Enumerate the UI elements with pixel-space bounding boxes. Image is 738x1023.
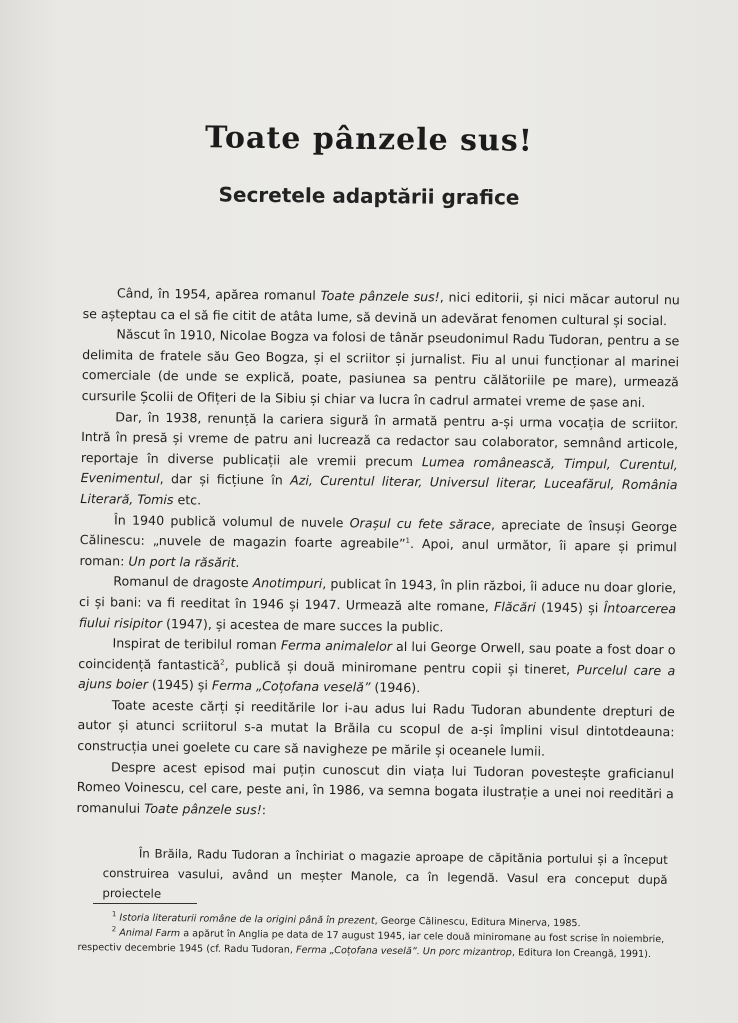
paragraph-2: Născut în 1910, Nicolae Bogza va folosi de tânăr pseudonimul Radu Tudoran, pentru a se delimita de fratele său Geo Bogza, și el scriitor și jurnalist. Fiu al unui funcționar al marinei comerciale (de unde se explică, poate, pasiunea sa pentru călătoriile pe mare), urmează cursurile Școlii de Ofițeri de la Sibiu și chiar va lucra în cadrul armatei vreme de șase ani.: [81, 326, 680, 410]
body-text: [76, 283, 679, 826]
page-subtitle: Secretele adaptării grafice: [218, 182, 520, 210]
paragraph-6: Inspirat de teribilul roman Ferma animalelor al lui George Orwell, sau poate a fost doar o coincidență fantastică$^2$, publică și două miniromane pentru copii și tineret, Purcelul care a ajuns boier (1945) și Ferma „Coțofana veselă” (1946).: [78, 635, 676, 696]
footnote-1: $^1$ Istoria literaturii române de la origini până în prezent, George Călinescu, Editura Minerva, 1985.: [111, 910, 581, 930]
paragraph-7: Toate aceste cărți și reeditările lor i-au adus lui Radu Tudoran abundente drepturi de autor și atunci scriitorul s-a mutat la Brăila cu scopul de a-și împlini visul dintotdeauna: construcția unei goelete cu care să navigheze pe mările și oceanele lumii.: [77, 697, 675, 759]
block-quote: [102, 843, 668, 910]
page-title: Toate pânzele sus!: [204, 120, 534, 159]
footnote-2: $^2$ Animal Farm a apărut în Anglia pe data de 17 august 1945, iar cele două miniromane au fost scrise în noiembrie, respectiv decembrie 1945 (cf. Radu Tudoran, Ferma „Coțofana veselă”. Un porc mizantrop, Editura Ion Creangă, 1991).: [77, 925, 665, 961]
footnote-ref-2[interactable]: 2: [220, 658, 225, 667]
paragraph-3: Dar, în 1938, renunță la cariera sigură în armată pentru a-și urma vocația de scriitor. Intră în presă și vreme de patru ani lucrează ca redactor sau colaborator, semnând articole, reportaje în diverse publicații ale vremii precum Lumea românească, Timpul, Curentul, Evenimentul, dar și ficțiune în Azi, Curentul literar, Universul literar, Luceafărul, România Literară, Tomis etc.: [80, 408, 679, 508]
footnote-ref-1[interactable]: 1: [405, 536, 411, 545]
paragraph-1: Când, în 1954, apărea romanul Toate pânzele sus!, nici editorii, și nici măcar autorul nu se așteptau ca el să fie citit de atâta lume, să devină un adevărat fenomen cultural și social.: [82, 285, 680, 328]
footnote-divider: [93, 903, 197, 904]
quote-text: În Brăila, Radu Tudoran a închiriat o magazie aproape de căpitănia portului și a început construirea vasului, având un meșter Manole, ca în legendă. Vasul era conceput după proiectele: [102, 846, 668, 901]
paragraph-8: Despre acest episod mai puțin cunoscut din viața lui Tudoran povestește graficianul Romeo Voinescu, cel care, peste ani, în 1986, va semna bogata ilustrație a unei noi reeditări a romanului Toate pânzele sus!:: [76, 759, 675, 818]
paragraph-5: Romanul de dragoste Anotimpuri, publicat în 1943, în plin război, îi aduce nu doar glorie, ci și bani: va fi reeditat în 1946 și 1947. Urmează alte romane, Flăcări (1945) și Întoarcerea fiului risipitor (1947), și acestea de mare succes la public.: [78, 573, 677, 634]
paragraph-4: În 1940 publică volumul de nuvele Orașul cu fete sărace, apreciate de însuși George Călinescu: „nuvele de magazin foarte agreabile”$^1$. Apoi, anul următor, îi apare și primul roman: Un port la răsărit.: [79, 511, 678, 570]
footnotes: [77, 910, 682, 962]
